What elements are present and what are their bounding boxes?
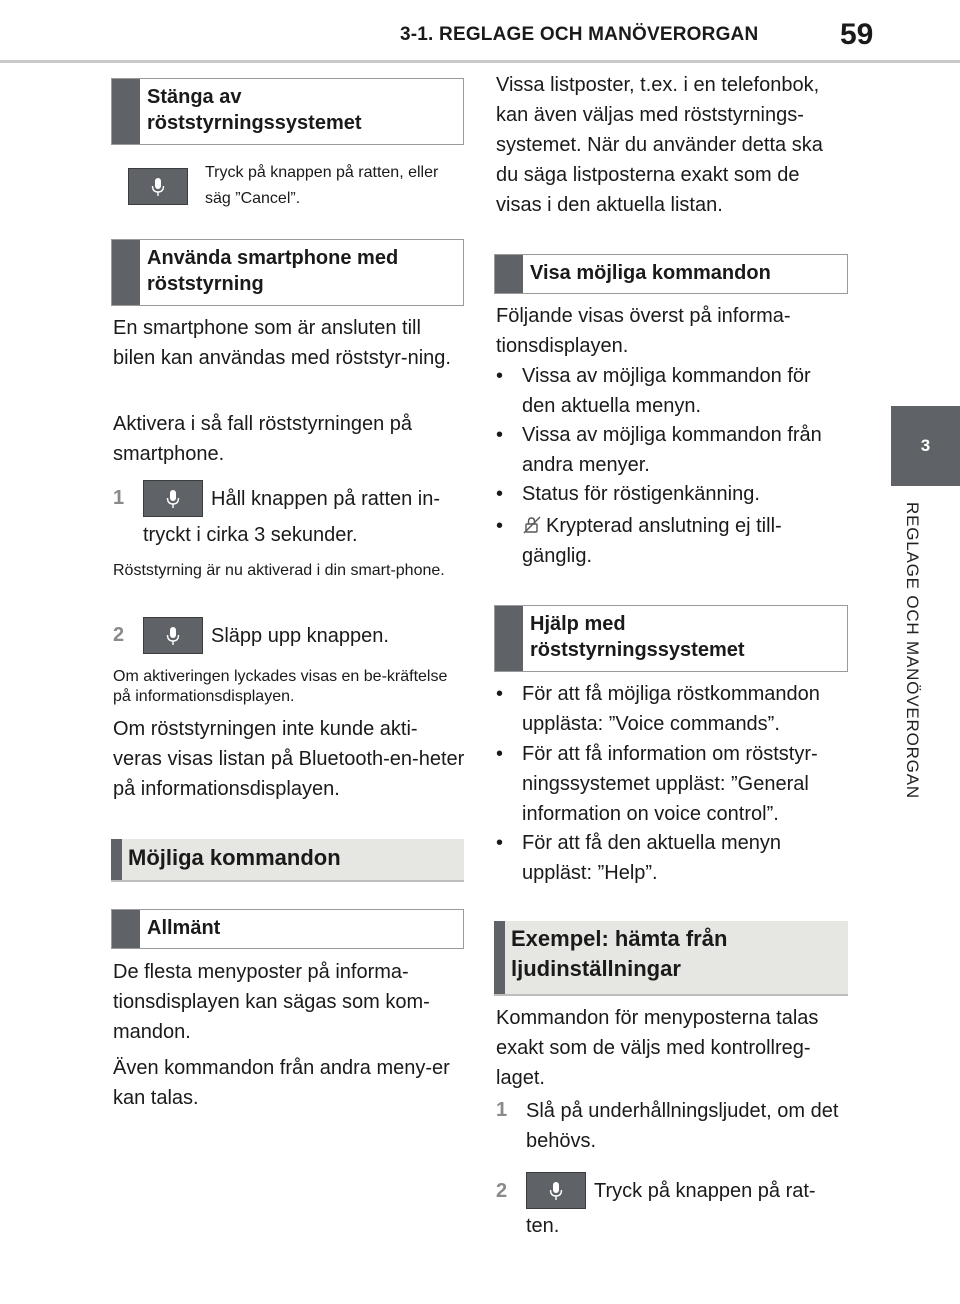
step-text: Slå på underhållningsljudet, om det behövs. <box>526 1100 839 1152</box>
steering-voice-button <box>143 480 203 517</box>
paragraph: Även kommandon från andra meny-er kan talas. <box>113 1057 450 1109</box>
paragraph: Om röststyrningen inte kunde akti-veras visas listan på Bluetooth-en-heter på informationsdisplayen. <box>113 718 465 800</box>
heading-exempel <box>494 921 848 996</box>
note: Om aktiveringen lyckades visas en be-kräftelse på informationsdisplayen. <box>113 668 448 705</box>
microphone-icon <box>166 626 180 646</box>
heading-stang-av <box>111 78 464 145</box>
heading-visa-kommandon <box>494 254 848 294</box>
step-text: Släpp upp knappen. <box>211 625 389 647</box>
list-item: • Vissa av möjliga kommandon för den aktuella menyn. <box>496 365 811 417</box>
paragraph: En smartphone som är ansluten till bilen kan användas med röststyr-ning. <box>113 317 451 369</box>
paragraph: De flesta menyposter på informa-tionsdisplayen kan sägas som kom-mandon. <box>113 961 430 1043</box>
heading-text: Stänga av röststyrningssystemet <box>147 86 362 134</box>
heading-text: Visa möjliga kommandon <box>530 262 771 284</box>
stang-instruction: Tryck på knappen på ratten, eller säg ”Cancel”. <box>205 164 439 207</box>
step-text: ten. <box>526 1215 560 1237</box>
microphone-icon <box>166 489 180 509</box>
step-number: 1 <box>496 1099 508 1121</box>
step-number: 2 <box>113 624 125 646</box>
heading-mojliga-kommandon <box>111 839 464 882</box>
paragraph: Kommandon för menyposterna talas exakt som de väljs med kontrollreg-laget. <box>496 1007 819 1089</box>
chapter-tab-number: 3 <box>891 406 960 486</box>
heading-smartphone <box>111 239 464 306</box>
list-item: • Vissa av möjliga kommandon från andra menyer. <box>496 424 822 476</box>
step-number: 2 <box>496 1180 508 1202</box>
chapter-tab-label: REGLAGE OCH MANÖVERORGAN <box>903 502 922 799</box>
encryption-unavailable-icon <box>522 515 542 535</box>
note: Röststyrning är nu aktiverad i din smart-phone. <box>113 562 445 579</box>
list-item: • Krypterad anslutning ej till-gänglig. <box>496 515 782 567</box>
heading-text: Hjälp med röststyrningssystemet <box>530 613 745 661</box>
heading-text: Möjliga kommandon <box>128 845 341 870</box>
step-text: Tryck på knappen på rat- <box>594 1180 816 1202</box>
microphone-icon <box>549 1181 563 1201</box>
steering-voice-button <box>526 1172 586 1209</box>
heading-allmant <box>111 909 464 949</box>
list-item: • Status för röstigenkänning. <box>496 483 760 505</box>
step-text: tryckt i cirka 3 sekunder. <box>143 524 358 546</box>
step-text: Håll knappen på ratten in- <box>211 488 441 510</box>
heading-text: Allmänt <box>147 917 221 939</box>
heading-text: Exempel: hämta från ljudinställningar <box>511 926 728 981</box>
list-item: • För att få information om röststyr-ningssystemet uppläst: ”General information on voice control”. <box>496 743 818 825</box>
steering-voice-button <box>143 617 203 654</box>
paragraph: Följande visas överst på informa-tionsdisplayen. <box>496 305 791 357</box>
heading-hjalp <box>494 605 848 672</box>
lock-bullet-text: Krypterad anslutning ej till-gänglig. <box>522 515 782 567</box>
paragraph: Aktivera i så fall röststyrningen på smartphone. <box>113 413 413 465</box>
step-number: 1 <box>113 487 125 509</box>
paragraph: Vissa listposter, t.ex. i en telefonbok, kan även väljas med röststyrnings-systemet. När du använder detta ska du säga listposterna exakt som de visas i den aktuella listan. <box>496 74 823 216</box>
page-number: 59 <box>840 18 874 51</box>
steering-voice-button <box>128 168 188 205</box>
header-rule <box>0 60 960 63</box>
heading-text: Använda smartphone med röststyrning <box>147 247 399 295</box>
list-item: • För att få möjliga röstkommandon upplästa: ”Voice commands”. <box>496 683 820 735</box>
list-item: • För att få den aktuella menyn uppläst: ”Help”. <box>496 832 782 884</box>
microphone-icon <box>151 177 165 197</box>
section-title: 3-1. REGLAGE OCH MANÖVERORGAN <box>400 24 759 45</box>
